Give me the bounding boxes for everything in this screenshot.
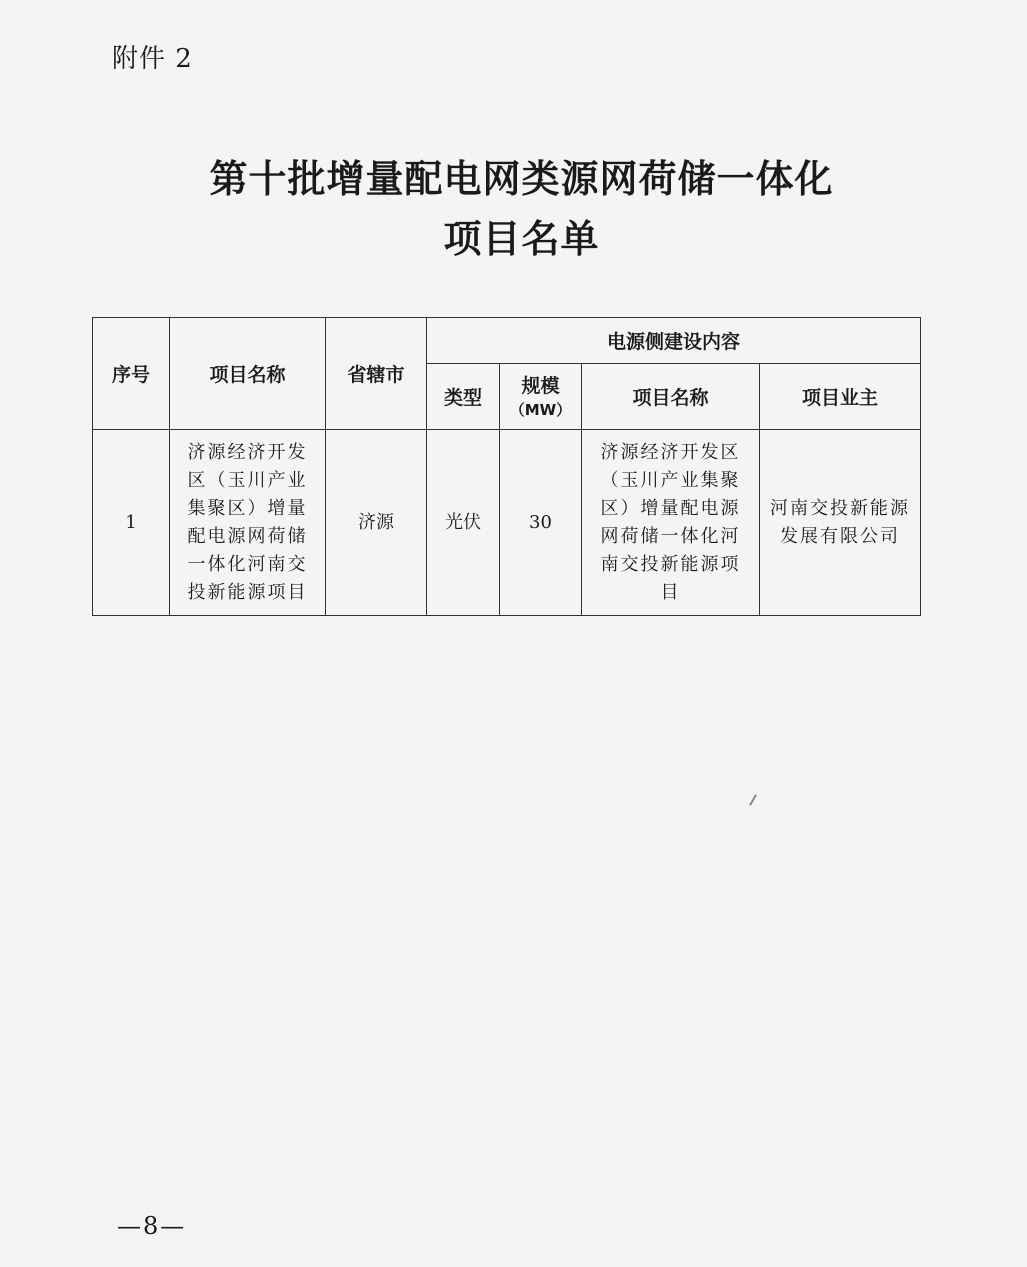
column-header-supply-project-name: 项目名称 [582, 364, 760, 430]
cell-index: 1 [93, 430, 170, 616]
cell-type: 光伏 [427, 430, 500, 616]
column-header-scale [500, 364, 582, 430]
cell-owner: 河南交投新能源发展有限公司 [760, 430, 921, 616]
project-list-table [92, 317, 921, 616]
column-header-city: 省辖市 [326, 318, 427, 430]
attachment-label: 附件 2 [112, 44, 193, 74]
table-header-row [93, 318, 921, 364]
page-number: —8— [117, 1212, 187, 1240]
cell-supply-project-name: 济源经济开发区（玉川产业集聚区）增量配电源网荷储一体化河南交投新能源项目 [582, 430, 760, 616]
scale-unit: （MW） [509, 400, 572, 419]
table-row [93, 430, 921, 616]
document-title-line1: 第十批增量配电网类源网荷储一体化 [209, 157, 834, 201]
column-header-owner: 项目业主 [760, 364, 921, 430]
column-header-type: 类型 [427, 364, 500, 430]
scale-label: 规模 [521, 374, 560, 397]
scan-mark [749, 794, 757, 805]
column-header-index: 序号 [93, 318, 170, 430]
cell-city: 济源 [326, 430, 427, 616]
column-group-header-supply-side: 电源侧建设内容 [427, 318, 921, 364]
column-header-project-name: 项目名称 [170, 318, 326, 430]
cell-project-name: 济源经济开发区（玉川产业集聚区）增量配电源网荷储一体化河南交投新能源项目 [170, 430, 326, 616]
cell-scale: 30 [500, 430, 582, 616]
document-title-line2: 项目名单 [443, 217, 600, 261]
